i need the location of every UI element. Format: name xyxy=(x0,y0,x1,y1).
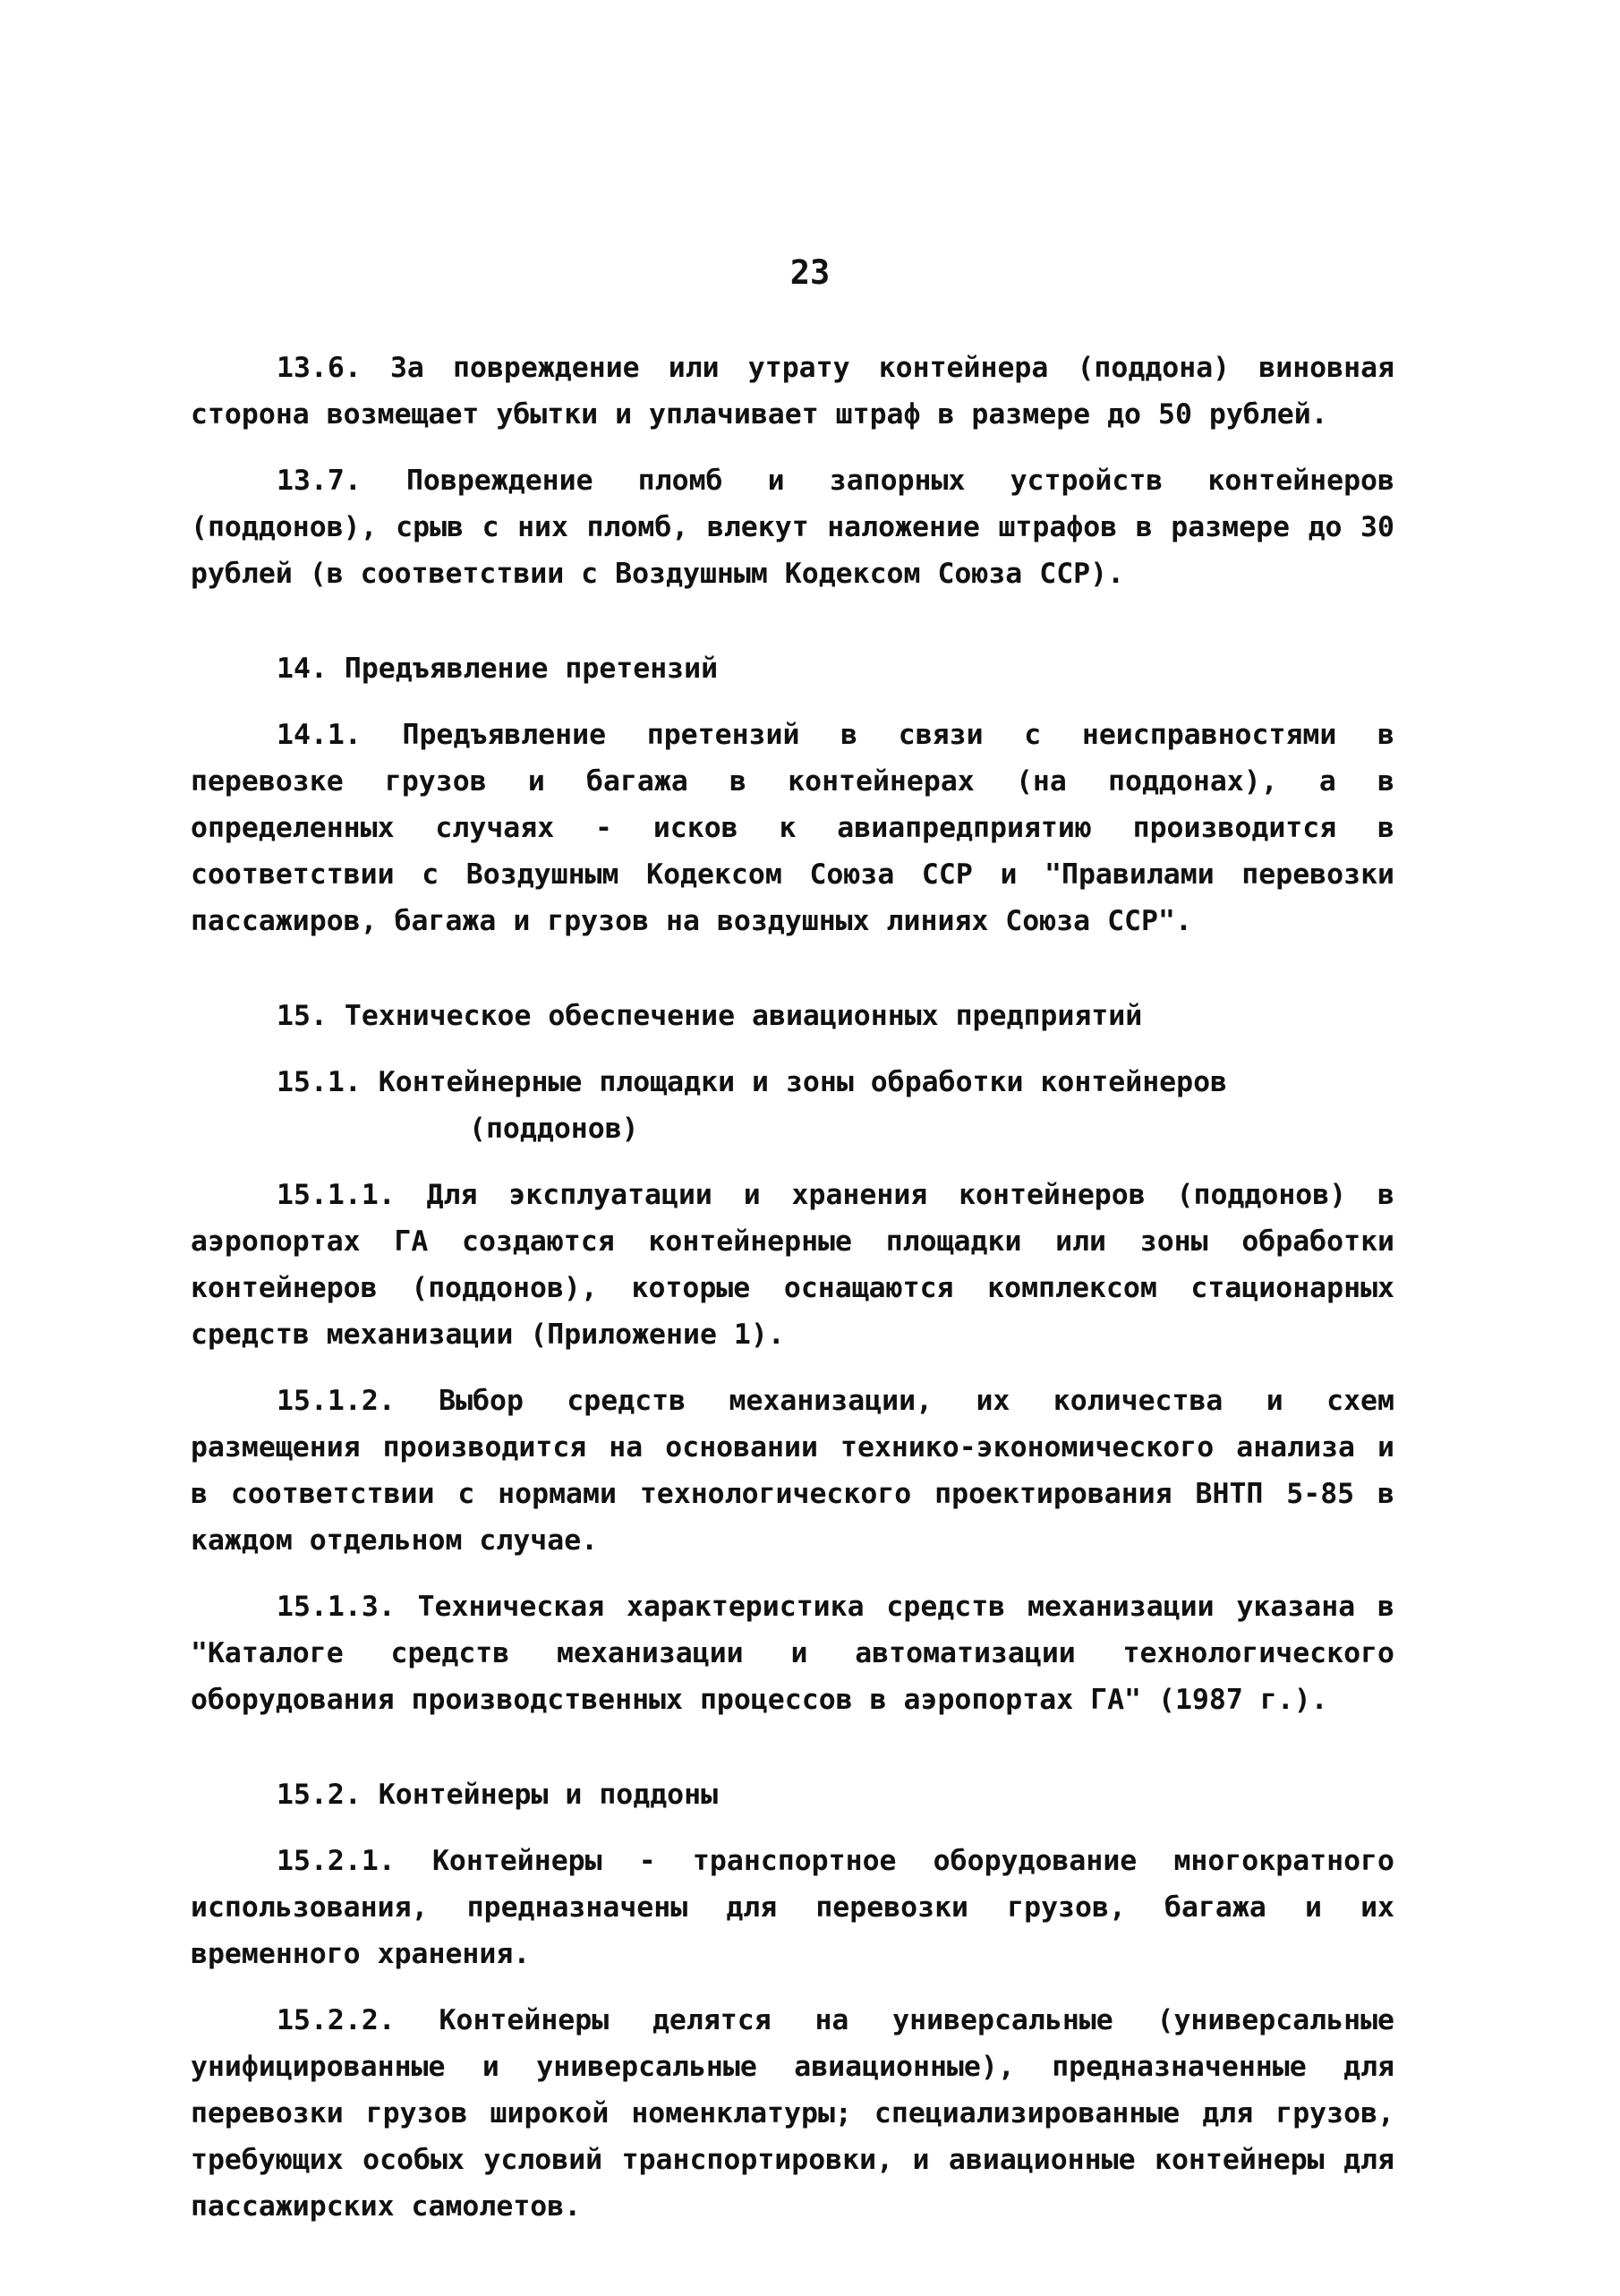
subsection-heading-15-1 xyxy=(277,1059,1394,1152)
subsection-heading-15-2: 15.2. Контейнеры и поддоны xyxy=(277,1779,719,1811)
subsection-heading-15-1-line1: 15.1. Контейнерные площадки и зоны обработки контейнеров xyxy=(277,1066,1228,1098)
paragraph-15-2-2: 15.2.2. Контейнеры делятся на универсальные (универсальные унифицированные и универсальные авиационные), предназначенные для перевозки грузов широкой номенклатуры; специализированные для грузов, требующих особых условий транспортировки, и авиационные контейнеры для пассажирских самолетов. xyxy=(191,2004,1394,2223)
paragraph-15-1-2: 15.1.2. Выбор средств механизации, их количества и схем размещения производится на основании технико-экономического анализа и в соответствии с нормами технологического проектирования ВНТП 5-85 в каждом отдельном случае. xyxy=(191,1385,1394,1557)
section-heading-14: 14. Предъявление претензий xyxy=(277,653,719,685)
paragraph-15-2-1: 15.2.1. Контейнеры - транспортное оборудование многократного использования, предназначены для перевозки грузов, багажа и их временного хранения. xyxy=(191,1845,1394,1970)
paragraph-13-7: 13.7. Повреждение пломб и запорных устройств контейнеров (поддонов), срыв с них пломб, влекут наложение штрафов в размере до 30 рублей (в соответствии с Воздушным Кодексом Союза ССР). xyxy=(191,465,1394,590)
page-number: 23 xyxy=(789,253,831,292)
document-body xyxy=(191,345,1394,2249)
paragraph-14-1: 14.1. Предъявление претензий в связи с неисправностями в перевозке грузов и багажа в контейнерах (на поддонах), а в определенных случаях - исков к авиапредприятию производится в соответствии с Воздушным Кодексом Союза ССР и "Правилами перевозки пассажиров, багажа и грузов на воздушных линиях Союза ССР". xyxy=(191,719,1394,937)
paragraph-13-6: 13.6. За повреждение или утрату контейнера (поддона) виновная сторона возмещает убытки и уплачивает штраф в размере до 50 рублей. xyxy=(191,352,1394,431)
paragraph-15-1-1: 15.1.1. Для эксплуатации и хранения контейнеров (поддонов) в аэропортах ГА создаются контейнерные площадки или зоны обработки контейнеров (поддонов), которые оснащаются комплексом стационарных средств механизации (Приложение 1). xyxy=(191,1179,1394,1351)
subsection-heading-15-1-line2: (поддонов) xyxy=(469,1113,639,1145)
section-heading-15: 15. Техническое обеспечение авиационных предприятий xyxy=(277,1000,1143,1032)
paragraph-15-1-3: 15.1.3. Техническая характеристика средств механизации указана в "Каталоге средств механизации и автоматизации технологического оборудования производственных процессов в аэропортах ГА" (1987 г.). xyxy=(191,1591,1394,1716)
